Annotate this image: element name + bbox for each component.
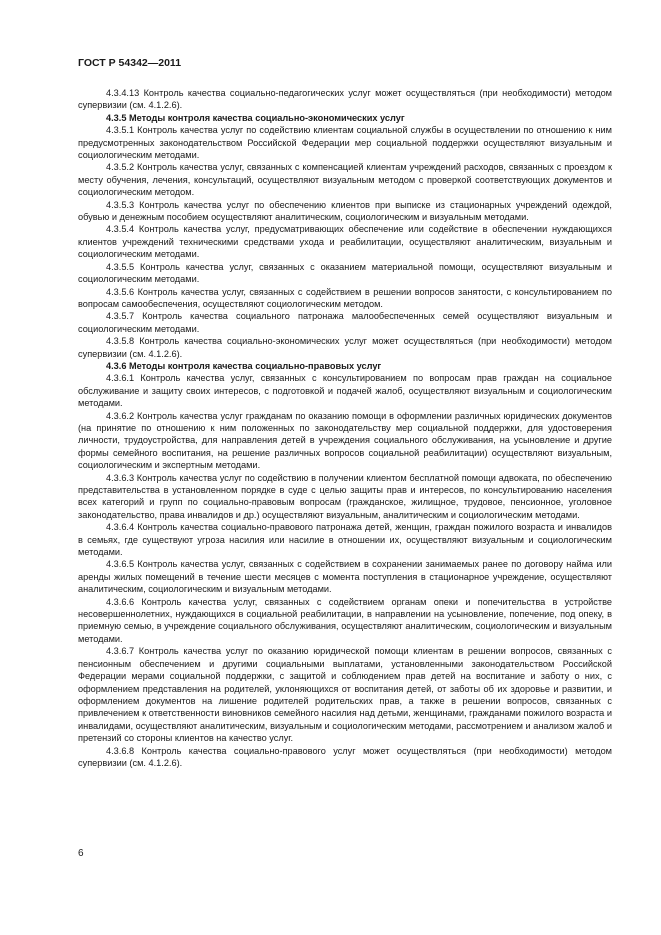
paragraph: 4.3.5.1 Контроль качества услуг по содействию клиентам социальной службы в осуществлении по отношению к ним предусмотренных законодательством Российской Федерации мер социальной поддержки осуществляют визуальным и социологическим методами. xyxy=(78,125,612,161)
paragraph: 4.3.5.7 Контроль качества социального патронажа малообеспеченных семей осуществляют визуальным и социологическим методами. xyxy=(78,311,612,334)
paragraph: 4.3.6.2 Контроль качества услуг гражданам по оказанию помощи в оформлении различных юридических документов (на принятие по отношению к ним положенных по законодательству мер социальной поддержки, для удостоверения личности, трудоустройства, для направления детей в учреждения социального обслуживания, на усыновление и другие формы семейного воспитания, на решение различных вопросов социальной реабилитации) осуществляют визуальным, социологическим и экспертным методами. xyxy=(78,410,612,471)
paragraph: 4.3.5.6 Контроль качества услуг, связанных с содействием в решении вопросов занятости, с консультированием по вопросам самообеспечения, осуществляют социологическим методом. xyxy=(78,286,612,309)
paragraph: 4.3.5.5 Контроль качества услуг, связанных с оказанием материальной помощи, осуществляют визуальным и социологическим методами. xyxy=(78,261,612,285)
document-body xyxy=(78,87,612,769)
paragraph: 4.3.6.8 Контроль качества социально-правового услуг может осуществляться (при необходимости) методом супервизии (см. 4.1.2.6). xyxy=(78,745,612,768)
paragraph: 4.3.5.4 Контроль качества услуг, предусматривающих обеспечение или содействие в обеспечении нуждающихся клиентов учреждений техническими средствами ухода и реабилитации, осуществляют аналитическим, визуальным и социологическим методами. xyxy=(78,224,612,260)
paragraph: 4.3.5.3 Контроль качества услуг по обеспечению клиентов при выписке из стационарных учреждений одеждой, обувью и денежным пособием осуществляют аналитическим, социологическим и визуальным методами. xyxy=(78,199,612,223)
section-heading: 4.3.5 Методы контроля качества социально-экономических услуг xyxy=(106,112,405,123)
document-header: ГОСТ Р 54342—2011 xyxy=(78,57,182,69)
paragraph: 4.3.6.5 Контроль качества услуг, связанных с содействием в сохранении занимаемых ранее по договору найма или аренды жилых помещений в течение шести месяцев с момента поступления в стационарное учреждение, осуществляют аналитическим, социологическим и визуальным методами. xyxy=(78,559,612,595)
paragraph: 4.3.6.3 Контроль качества услуг по содействию в получении клиентом бесплатной помощи адвоката, по обеспечению представительства в установленном порядке в суде с целью защиты прав и интересов, по консультированию населения всех категорий и групп по социально-правовым вопросам (гражданское, жилищное, трудовое, пенсионное, уголовное законодательство, права инвалидов и др.) осуществляют визуальным, аналитическим и социологическим методами. xyxy=(78,472,612,520)
paragraph: 4.3.4.13 Контроль качества социально-педагогических услуг может осуществляться (при необходимости) методом супервизии (см. 4.1.2.6). xyxy=(78,88,612,111)
paragraph: 4.3.6.7 Контроль качества услуг по оказанию юридической помощи клиентам в решении вопросов, связанных с пенсионным обеспечением и другими социальными выплатами, установленными законодательством Российской Федерации мерами социальной поддержки, с защитой и соблюдением прав детей на воспитание и заботу о них, с оформлением представления на родителей, уклоняющихся от воспитания детей, от заботы об их здоровье и развитии, и оформлением документов на лишение родителей родительских прав, а также в решении вопросов, связанных с привлечением к ответственности виновников семейного насилия над детьми, женщинами, гражданами пожилого возраста и инвалидами, осуществляют аналитическим, визуальным и социологическим методами, рассмотрением и анализом жалоб и претензий со стороны клиентов на качество услуг. xyxy=(78,646,612,744)
paragraph: 4.3.6.4 Контроль качества социально-правового патронажа детей, женщин, граждан пожилого возраста и инвалидов в семьях, где существуют угроза насилия или насилие в отношении их, осуществляют визуальным и социологическим методами. xyxy=(78,522,612,558)
paragraph: 4.3.6.1 Контроль качества услуг, связанных с консультированием по вопросам прав граждан на социальное обслуживание и защиту своих интересов, с подготовкой и подачей жалоб, осуществляют визуальным и социологическим методами. xyxy=(78,373,612,409)
paragraph: 4.3.5.8 Контроль качества социально-экономических услуг может осуществляться (при необходимости) методом супервизии (см. 4.1.2.6). xyxy=(78,336,612,359)
page-number: 6 xyxy=(78,848,84,859)
paragraph: 4.3.5.2 Контроль качества услуг, связанных с компенсацией клиентам учреждений расходов, связанных с проездом к месту обучения, лечения, консультаций, осуществляют визуальным методом с проверкой соответствующих документов и социологическим методом. xyxy=(78,162,612,198)
section-heading: 4.3.6 Методы контроля качества социально-правовых услуг xyxy=(106,360,382,371)
paragraph: 4.3.6.6 Контроль качества услуг, связанных с содействием органам опеки и попечительства в устройстве несовершеннолетних, нуждающихся в социальной реабилитации, в направлении на усыновление, попечение, под опеку, в приемную семью, в учреждение социального обслуживания, осуществляют аналитическим, социологическим и визуальным методами. xyxy=(78,596,612,644)
